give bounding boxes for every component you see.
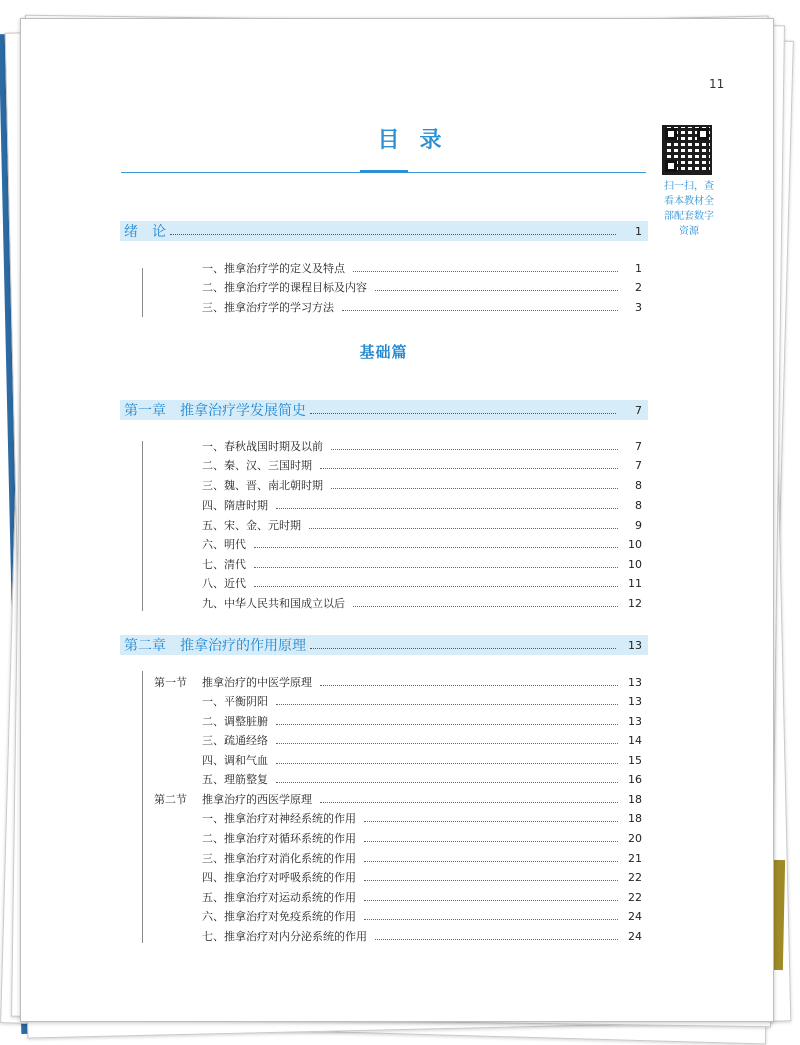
qr-caption-line: 部配套数字 xyxy=(664,211,714,222)
item-label: 四、隋唐时期 xyxy=(202,499,268,512)
part-heading: 基础篇 xyxy=(359,343,408,361)
toc-item[interactable] xyxy=(202,574,642,592)
item-page: 14 xyxy=(628,733,642,747)
toc-item[interactable] xyxy=(202,868,642,886)
leader-dots xyxy=(320,802,618,803)
item-label: 五、推拿治疗对运动系统的作用 xyxy=(202,891,356,904)
chapter-label: 第一章 推拿治疗学发展简史 xyxy=(124,403,306,419)
item-page: 22 xyxy=(628,890,642,904)
item-page: 20 xyxy=(628,831,642,845)
toc-item[interactable] xyxy=(202,456,642,474)
leader-dots xyxy=(276,704,618,705)
section-number: 第二节 xyxy=(154,793,187,806)
toc-item[interactable] xyxy=(202,927,642,945)
item-page: 18 xyxy=(628,811,642,825)
toc-chapter-intro[interactable] xyxy=(120,221,648,241)
leader-dots xyxy=(310,413,616,414)
leader-dots xyxy=(375,290,618,291)
leader-dots xyxy=(364,821,618,822)
qr-caption-line: 资源 xyxy=(679,226,699,237)
item-page: 10 xyxy=(628,557,642,571)
leader-dots xyxy=(331,449,618,450)
item-page: 3 xyxy=(635,300,642,314)
toc-section[interactable] xyxy=(154,790,642,808)
leader-dots xyxy=(364,900,618,901)
item-page: 10 xyxy=(628,537,642,551)
chapter-page: 13 xyxy=(628,638,642,652)
toc-item[interactable] xyxy=(202,829,642,847)
leader-dots xyxy=(320,685,618,686)
leader-dots xyxy=(254,567,618,568)
item-label: 八、近代 xyxy=(202,577,246,590)
item-label: 三、疏通经络 xyxy=(202,734,268,747)
item-page: 15 xyxy=(628,753,642,767)
toc-item[interactable] xyxy=(202,516,642,534)
section-label: 推拿治疗的中医学原理 xyxy=(202,676,312,689)
leader-dots xyxy=(364,880,618,881)
toc-item[interactable] xyxy=(202,888,642,906)
leader-dots xyxy=(309,528,618,529)
item-label: 五、理筋整复 xyxy=(202,773,268,786)
leader-dots xyxy=(310,648,616,649)
chapter-page: 1 xyxy=(635,224,642,238)
toc-item[interactable] xyxy=(202,278,642,296)
item-label: 二、推拿治疗学的课程目标及内容 xyxy=(202,281,367,294)
item-label: 六、明代 xyxy=(202,538,246,551)
item-label: 二、秦、汉、三国时期 xyxy=(202,459,312,472)
leader-dots xyxy=(364,861,618,862)
item-label: 四、推拿治疗对呼吸系统的作用 xyxy=(202,871,356,884)
toc-item[interactable] xyxy=(202,298,642,316)
toc-item[interactable] xyxy=(202,751,642,769)
item-page: 12 xyxy=(628,596,642,610)
leader-dots xyxy=(375,939,618,940)
item-label: 二、调整脏腑 xyxy=(202,715,268,728)
item-label: 一、平衡阴阳 xyxy=(202,695,268,708)
item-page: 24 xyxy=(628,909,642,923)
toc-item[interactable] xyxy=(202,907,642,925)
toc-item[interactable] xyxy=(202,770,642,788)
item-label: 七、推拿治疗对内分泌系统的作用 xyxy=(202,930,367,943)
leader-dots xyxy=(276,743,618,744)
leader-dots xyxy=(331,488,618,489)
item-page: 13 xyxy=(628,694,642,708)
chapter-label: 绪 论 xyxy=(124,224,166,240)
title-accent-bar xyxy=(360,170,408,173)
page-number: 11 xyxy=(709,77,725,91)
leader-dots xyxy=(254,547,618,548)
item-page: 21 xyxy=(628,851,642,865)
chapter-label: 第二章 推拿治疗的作用原理 xyxy=(124,638,306,654)
item-page: 8 xyxy=(635,498,642,512)
item-label: 九、中华人民共和国成立以后 xyxy=(202,597,345,610)
leader-dots xyxy=(342,310,618,311)
toc-item[interactable] xyxy=(202,259,642,277)
leader-dots xyxy=(276,508,618,509)
item-label: 五、宋、金、元时期 xyxy=(202,519,301,532)
item-label: 三、推拿治疗对消化系统的作用 xyxy=(202,852,356,865)
leader-dots xyxy=(320,468,618,469)
leader-dots xyxy=(353,606,618,607)
item-page: 16 xyxy=(628,772,642,786)
leader-dots xyxy=(170,234,616,235)
item-page: 1 xyxy=(635,261,642,275)
section-rule xyxy=(142,268,143,317)
toc-item[interactable] xyxy=(202,476,642,494)
item-page: 2 xyxy=(635,280,642,294)
leader-dots xyxy=(254,586,618,587)
item-label: 二、推拿治疗对循环系统的作用 xyxy=(202,832,356,845)
item-page: 13 xyxy=(628,714,642,728)
leader-dots xyxy=(353,271,618,272)
item-page: 24 xyxy=(628,929,642,943)
item-page: 11 xyxy=(628,576,642,590)
item-label: 三、魏、晋、南北朝时期 xyxy=(202,479,323,492)
toc-item[interactable] xyxy=(202,535,642,553)
item-page: 9 xyxy=(635,518,642,532)
section-number: 第一节 xyxy=(154,676,187,689)
toc-item[interactable] xyxy=(202,437,642,455)
leader-dots xyxy=(276,724,618,725)
toc-item[interactable] xyxy=(202,712,642,730)
toc-item[interactable] xyxy=(202,496,642,514)
qr-caption xyxy=(647,179,731,239)
section-page: 13 xyxy=(628,675,642,689)
qr-caption-line: 看本教材全 xyxy=(664,196,714,207)
item-label: 一、推拿治疗对神经系统的作用 xyxy=(202,812,356,825)
toc-chapter-1[interactable] xyxy=(120,400,648,420)
item-label: 六、推拿治疗对免疫系统的作用 xyxy=(202,910,356,923)
item-label: 一、推拿治疗学的定义及特点 xyxy=(202,262,345,275)
toc-title: 目录 xyxy=(377,128,462,153)
qr-code-icon[interactable] xyxy=(662,125,712,175)
toc-item[interactable] xyxy=(202,731,642,749)
section-page: 18 xyxy=(628,792,642,806)
leader-dots xyxy=(276,763,618,764)
toc-item[interactable] xyxy=(202,555,642,573)
toc-item[interactable] xyxy=(202,809,642,827)
toc-item[interactable] xyxy=(202,849,642,867)
item-label: 一、春秋战国时期及以前 xyxy=(202,440,323,453)
item-page: 22 xyxy=(628,870,642,884)
toc-section[interactable] xyxy=(154,673,642,691)
item-label: 四、调和气血 xyxy=(202,754,268,767)
item-label: 七、清代 xyxy=(202,558,246,571)
item-label: 三、推拿治疗学的学习方法 xyxy=(202,301,334,314)
item-page: 7 xyxy=(635,439,642,453)
qr-caption-line: 扫一扫，查 xyxy=(664,181,714,192)
leader-dots xyxy=(364,919,618,920)
toc-item[interactable] xyxy=(202,594,642,612)
section-rule xyxy=(142,671,143,943)
section-label: 推拿治疗的西医学原理 xyxy=(202,793,312,806)
chapter-page: 7 xyxy=(635,403,642,417)
section-rule xyxy=(142,441,143,611)
toc-chapter-2[interactable] xyxy=(120,635,648,655)
item-page: 8 xyxy=(635,478,642,492)
leader-dots xyxy=(364,841,618,842)
toc-page xyxy=(20,18,774,1022)
item-page: 7 xyxy=(635,458,642,472)
toc-item[interactable] xyxy=(202,692,642,710)
leader-dots xyxy=(276,782,618,783)
